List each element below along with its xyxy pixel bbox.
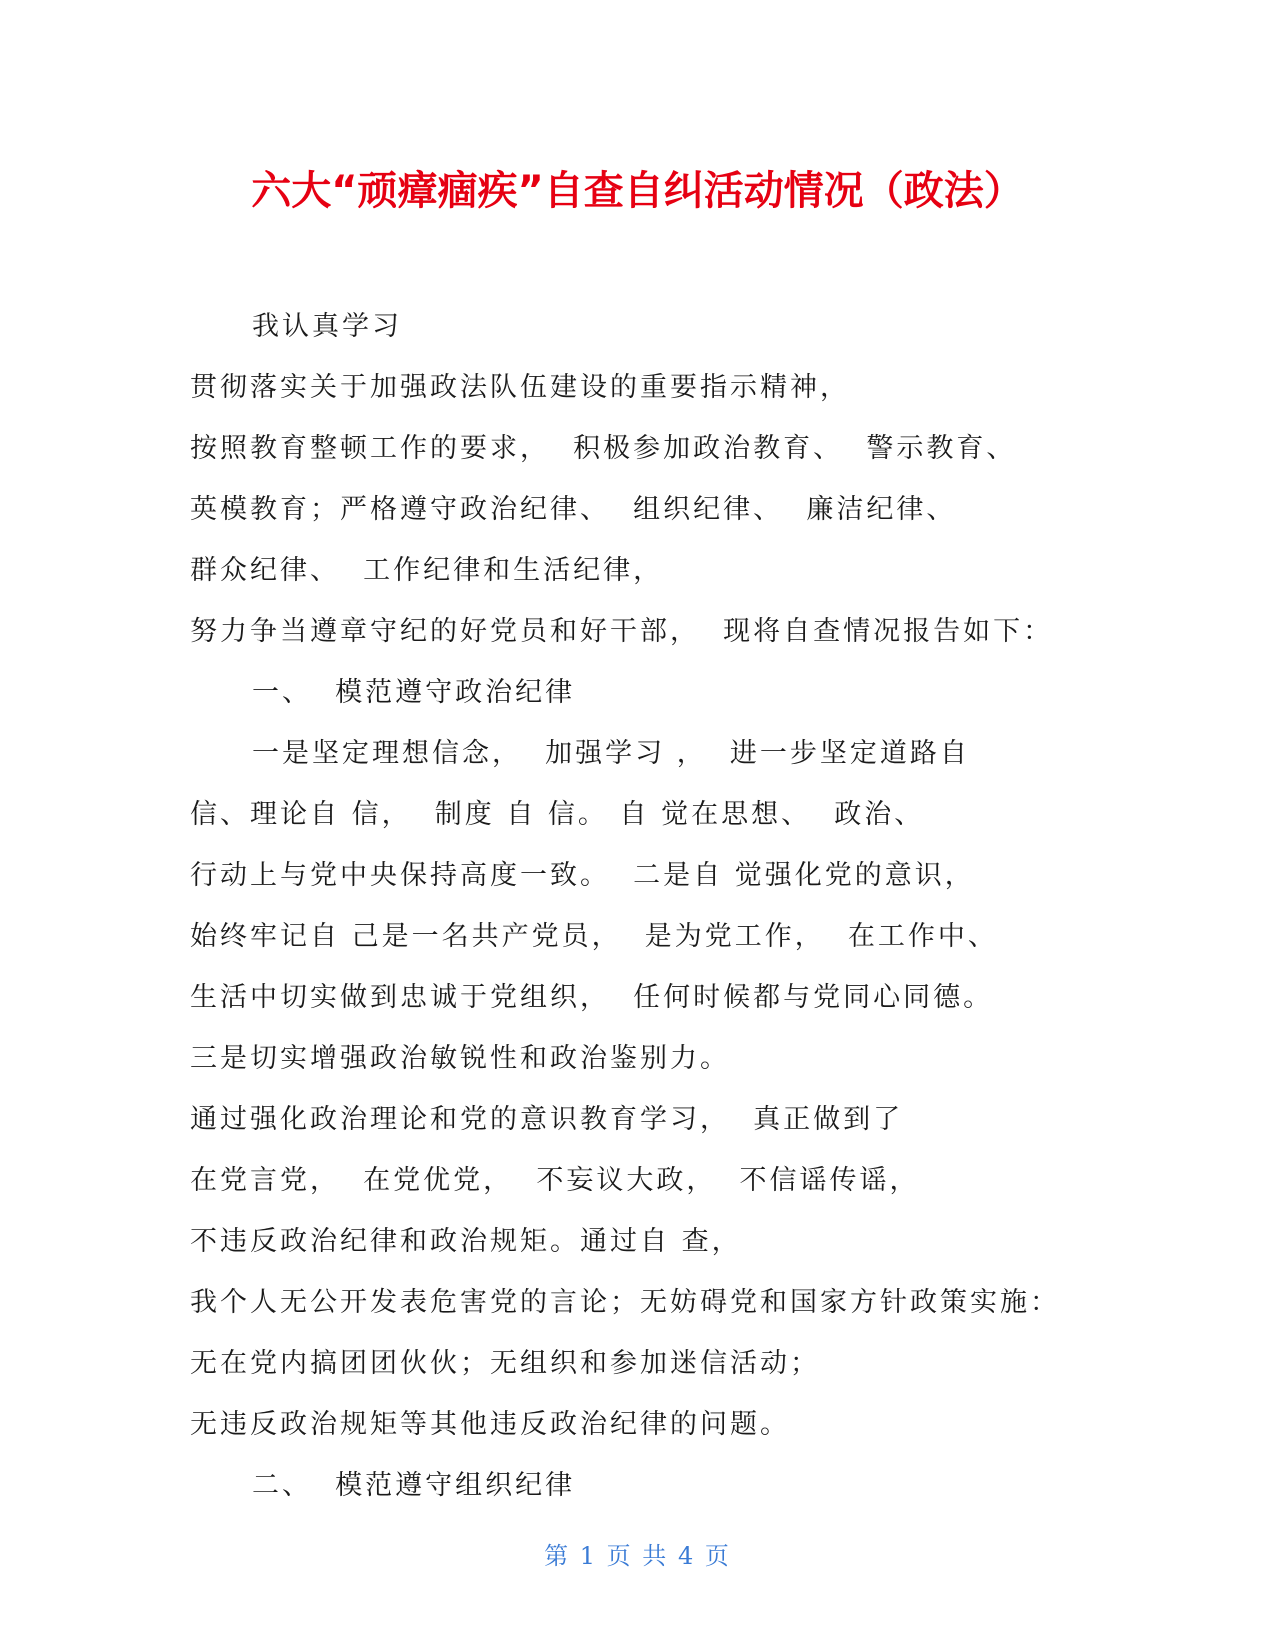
paragraph-line: 通过强化政治理论和党的意识教育学习， 真正做到了 — [190, 1104, 904, 1135]
paragraph-line: 信、理论自 信， 制度 自 信。 自 觉在思想、 政治、 — [190, 799, 925, 830]
paragraph-line: 无在党内搞团团伙伙；无组织和参加迷信活动； — [190, 1348, 820, 1379]
paragraph-line: 行动上与党中央保持高度一致。 二是自 觉强化党的意识， — [190, 860, 975, 891]
paragraph-line: 无违反政治规矩等其他违反政治纪律的问题。 — [190, 1409, 790, 1440]
paragraph-line: 群众纪律、 工作纪律和生活纪律， — [190, 555, 664, 586]
paragraph-line: 努力争当遵章守纪的好党员和好干部， 现将自查情况报告如下： — [190, 616, 1054, 647]
section-heading: 二、 模范遵守组织纪律 — [252, 1470, 576, 1501]
paragraph-line: 我认真学习 — [252, 311, 402, 342]
page-number-footer: 第 1 页 共 4 页 — [544, 1542, 731, 1570]
paragraph-line: 始终牢记自 己是一名共产党员， 是为党工作， 在工作中、 — [190, 921, 998, 952]
paragraph-line: 按照教育整顿工作的要求， 积极参加政治教育、 警示教育、 — [190, 433, 1017, 464]
paragraph-line: 一是坚定理想信念， 加强学习 ， 进一步坚定道路自 — [252, 738, 970, 769]
paragraph-line: 英模教育；严格遵守政治纪律、 组织纪律、 廉洁纪律、 — [190, 494, 957, 525]
paragraph-line: 三是切实增强政治敏锐性和政治鉴别力。 — [190, 1043, 730, 1074]
paragraph-line: 不违反政治纪律和政治规矩。通过自 查， — [190, 1226, 742, 1257]
paragraph-line: 生活中切实做到忠诚于党组织， 任何时候都与党同心同德。 — [190, 982, 994, 1013]
paragraph-line: 我个人无公开发表危害党的言论；无妨碍党和国家方针政策实施： — [190, 1287, 1060, 1318]
paragraph-line: 贯彻落实关于加强政法队伍建设的重要指示精神， — [190, 372, 850, 403]
paragraph-line: 在党言党， 在党优党， 不妄议大政， 不信谣传谣， — [190, 1165, 920, 1196]
document-body — [190, 296, 1120, 1516]
document-title: 六大“顽瘴痼疾”自查自纠活动情况（政法） — [251, 168, 1024, 214]
section-heading: 一、 模范遵守政治纪律 — [252, 677, 576, 708]
